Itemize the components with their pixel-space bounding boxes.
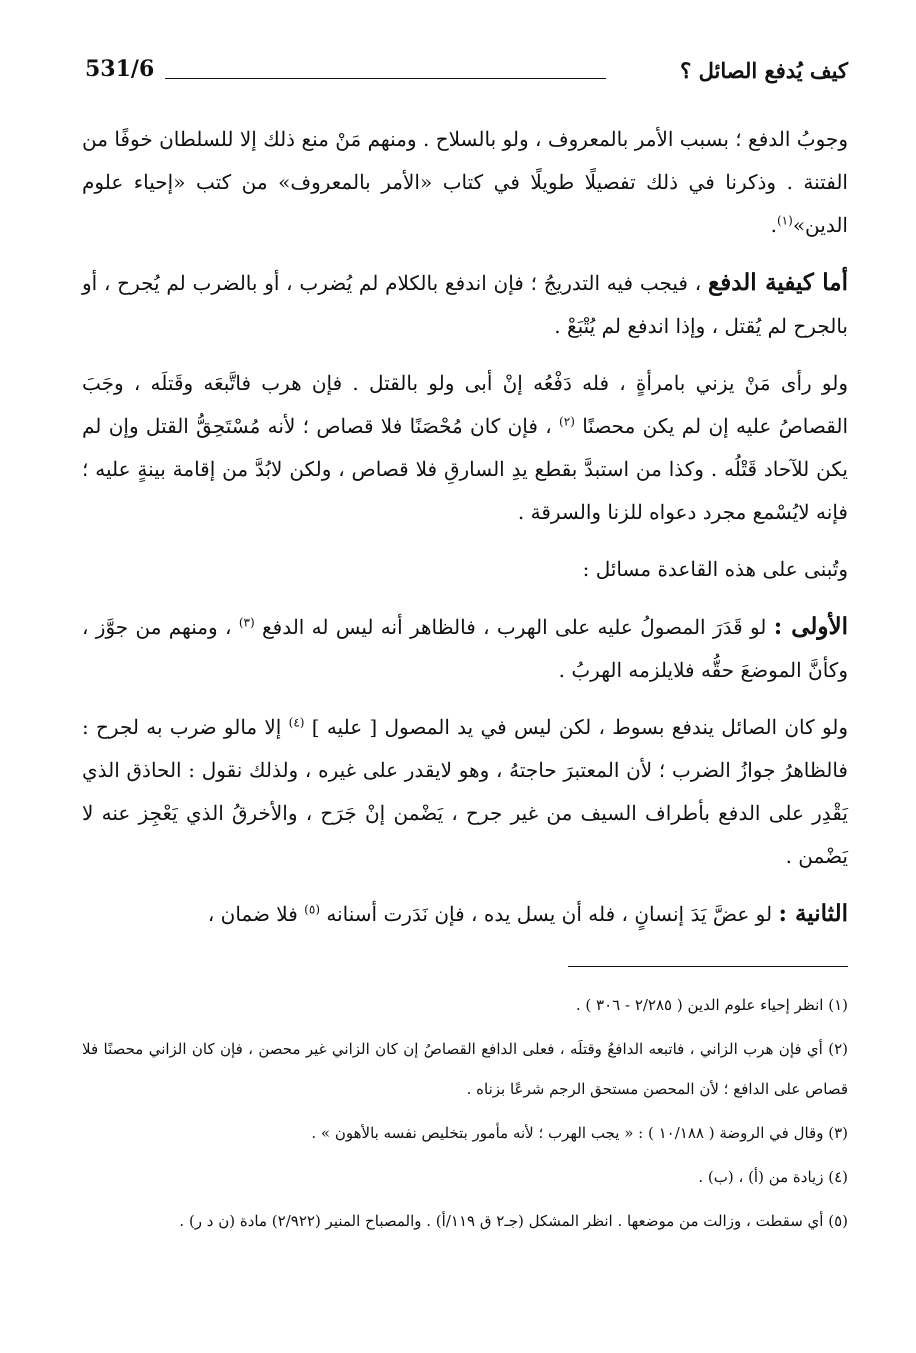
footnote-4: (٤) زيادة من (أ) ، (ب) .: [698, 1168, 848, 1186]
paragraph-text: ، فإن كان مُحْصَنًا فلا قصاص ؛ لأنه مُسْتَحِقُّ القتل وإن لم يكن للآحاد قَتْلُه . وكذا من استبدَّ بقطع يدِ السارقِ فلا قصاص ، ولكن لابُدَّ من إقامة بينةٍ عليه ؛ فإنه لايُسْمع مجرد دعواه للزنا والسرقة .: [82, 414, 848, 524]
paragraph-text: إلا مالو ضرب به لجرح : فالظاهرُ جوازُ الضرب ؛ لأن المعتبرَ حاجتهُ ، وهو لايقدر على غيره ، ولذلك نقول : الحاذق الذي يَقْدِر على الدفع بأطراف السيف من غير جرح ، يَضْمن إنْ جَرَح ، والأخرقُ الذي يَعْجِز عنه لا يَضْمن .: [82, 715, 848, 868]
paragraph-text: ولو رأى مَنْ يزني بامرأةٍ ، فله دَفْعُه إنْ أبى ولو بالقتل . فإن هرب فاتَّبعَه وقَتلَه ، وجَبَ القصاصُ عليه إن لم يكن محصنًا: [82, 371, 848, 438]
paragraph-5: [82, 605, 848, 692]
paragraph-text: لو قَدَرَ المصولُ عليه على الهرب ، فالظاهر أنه ليس له الدفع: [261, 615, 767, 639]
paragraph-text: ، ومنهم من جوَّز ، وكأنَّ الموضعَ حقُّه فلايلزمه الهربُ .: [82, 615, 848, 682]
footnote-rule: [568, 966, 848, 967]
footnote-5: (٥) أي سقطت ، وزالت من موضعها . انظر المشكل (جـ٢ ق ١١٩/أ) . والمصباح المنير (٢/٩٢٢) مادة (ن د ر) .: [179, 1212, 848, 1230]
footnotes: [82, 985, 848, 1245]
section-lead: الأولى :: [773, 613, 849, 640]
paragraph-text: ولو كان الصائل يندفع بسوط ، لكن ليس في يد المصول [ عليه ]: [311, 715, 849, 739]
page-number: 531/6: [85, 56, 155, 82]
footnote-ref: (٥): [304, 902, 320, 917]
footnote-ref: (٣): [238, 615, 255, 630]
paragraph-4: [82, 548, 848, 591]
running-title: كيف يُدفع الصائل ؟: [680, 58, 848, 83]
paragraph-text: فلا ضمان ،: [207, 902, 298, 926]
footnote-2: (٢) أي فإن هرب الزاني ، فاتبعه الدافعُ وقتلَه ، فعلى الدافع القصاصُ إن كان الزاني غير محصن ، فإن كان الزاني محصنًا فلا قصاص على الدافع ؛ لأن المحصن مستحق الرجم شرعًا بزناه .: [82, 1040, 848, 1098]
footnote-ref: (٤): [288, 715, 305, 730]
running-header: [85, 52, 848, 92]
footnote-ref: (٢): [559, 414, 575, 429]
paragraph-1: [82, 118, 848, 247]
section-lead: أما كيفية الدفع: [707, 269, 848, 296]
footnote-1: (١) انظر إحياء علوم الدين ( ٢/٢٨٥ - ٣٠٦ ) .: [575, 996, 848, 1014]
paragraph-text: وجوبُ الدفع ؛ بسبب الأمر بالمعروف ، ولو بالسلاح . ومنهم مَنْ منع ذلك إلا للسلطان خوفًا من الفتنة . وذكرنا في ذلك تفصيلًا طويلًا في كتاب «الأمر بالمعروف» من كتب «إحياء علوم الدين»: [82, 127, 848, 237]
paragraph-3: [82, 362, 848, 534]
body-text: [82, 118, 848, 950]
paragraph-6: [82, 706, 848, 878]
footnote-ref: (١): [776, 213, 793, 228]
section-lead: الثانية :: [778, 900, 848, 927]
footnote-3: (٣) وقال في الروضة ( ١٠/١٨٨ ) : « يجب الهرب ؛ لأنه مأمور بتخليص نفسه بالأهون » .: [311, 1124, 848, 1142]
paragraph-text: ، فيجب فيه التدريجُ ؛ فإن اندفع بالكلام لم يُضرب ، أو بالضرب لم يُجرح ، أو بالجرح لم يُقتل ، وإذا اندفع لم يُتْبَعْ .: [82, 271, 848, 338]
paragraph-2: [82, 261, 848, 348]
header-rule: [165, 78, 606, 79]
paragraph-7: [82, 892, 848, 936]
paragraph-text: لو عضَّ يَدَ إنسانٍ ، فله أن يسل يده ، فإن نَدَرت أسنانه: [326, 902, 773, 926]
paragraph-text: .: [770, 213, 777, 237]
paragraph-text: وتُبنى على هذه القاعدة مسائل :: [582, 557, 848, 581]
